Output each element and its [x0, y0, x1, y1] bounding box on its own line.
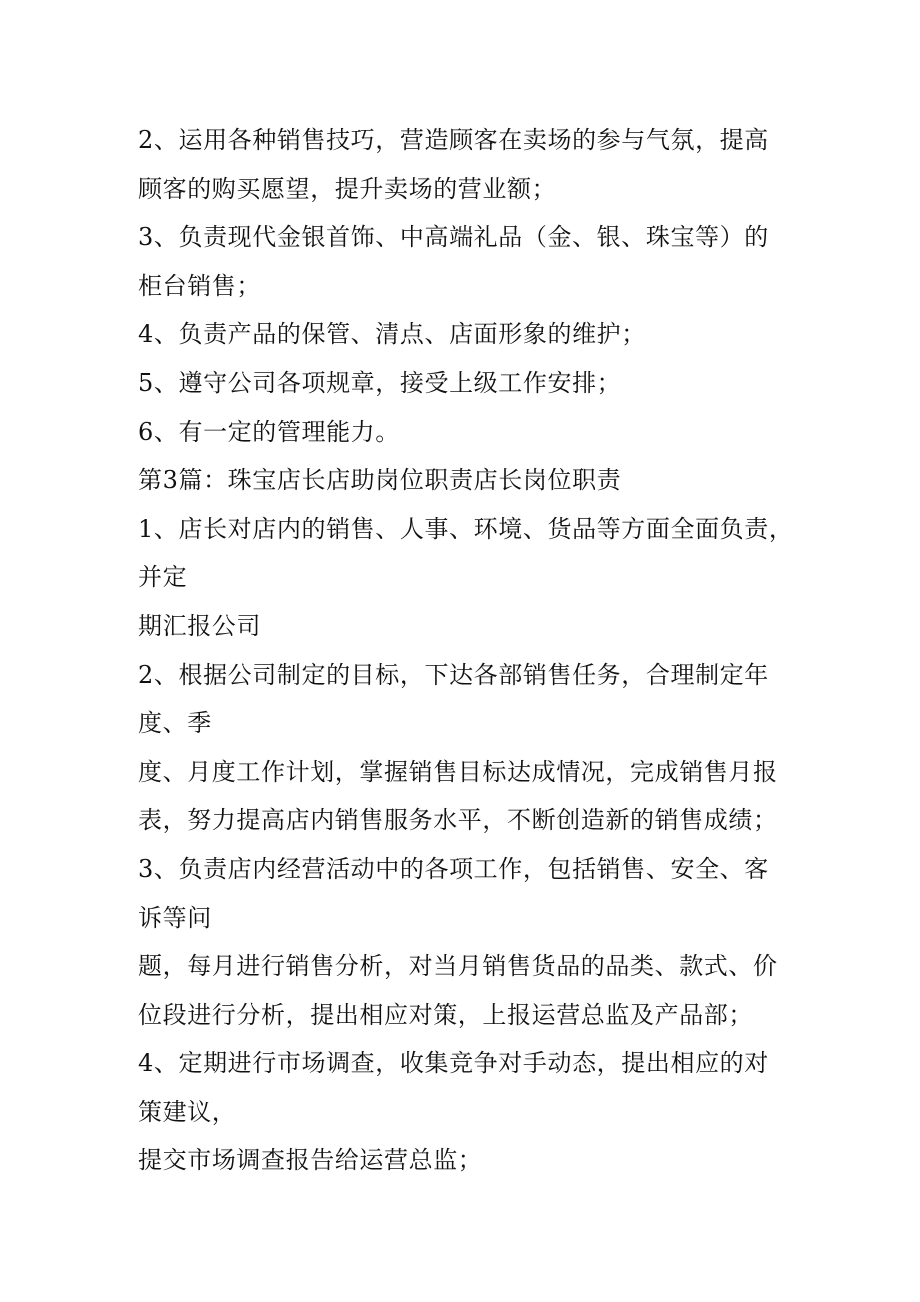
text-line: 度、月度工作计划，掌握销售目标达成情况，完成销售月报: [138, 757, 778, 786]
text-line: 2、运用各种销售技巧，营造顾客在卖场的参与气氛，提高: [138, 126, 769, 154]
text-line: 5、遵守公司各项规章，接受上级工作安排；: [138, 368, 622, 397]
text-line: 提交市场调查报告给运营总监；: [138, 1146, 483, 1175]
text-line: 顾客的购买愿望，提升卖场的营业额；: [138, 174, 557, 203]
text-line: 3、负责店内经营活动中的各项工作，包括销售、安全、客: [138, 854, 769, 883]
text-line: 4、定期进行市场调查，收集竞争对手动态，提出相应的对: [138, 1049, 769, 1078]
section-heading: 第3篇：珠宝店长店助岗位职责店长岗位职责: [138, 466, 622, 495]
text-line: 柜台销售；: [138, 271, 261, 300]
text-line: 1、店长对店内的销售、人事、环境、货品等方面全面负责，: [138, 514, 794, 543]
text-line: 表，努力提高店内销售服务水平，不断创造新的销售成绩；: [138, 806, 778, 835]
text-line: 度、季: [138, 709, 212, 738]
text-line: 3、负责现代金银首饰、中高端礼品（金、银、珠宝等）的: [138, 223, 769, 252]
text-line: 题，每月进行销售分析，对当月销售货品的品类、款式、价: [138, 952, 778, 981]
text-line: 6、有一定的管理能力。: [138, 417, 400, 446]
text-line: 诉等问: [138, 903, 212, 932]
document-body: [138, 116, 798, 1185]
text-line: 并定: [138, 563, 188, 592]
text-line: 位段进行分析，提出相应对策，上报运营总监及产品部；: [138, 1000, 753, 1029]
text-line: 4、负责产品的保管、清点、店面形象的维护；: [138, 320, 646, 349]
text-line: 2、根据公司制定的目标，下达各部销售任务，合理制定年: [138, 660, 769, 689]
text-line: 期汇报公司: [138, 611, 261, 640]
text-line: 策建议，: [138, 1097, 237, 1126]
